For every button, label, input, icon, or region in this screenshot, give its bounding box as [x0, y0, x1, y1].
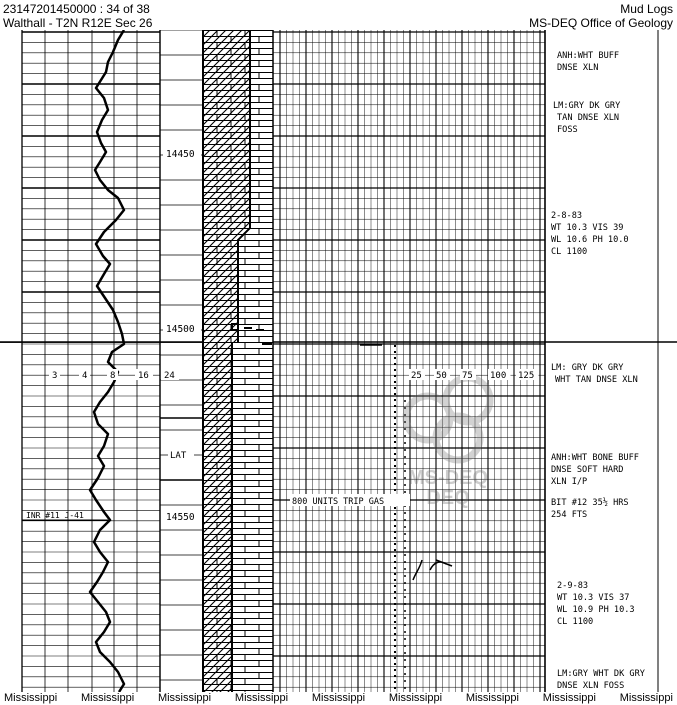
description-anh1: [557, 51, 619, 73]
description-anh2: [551, 453, 639, 487]
description-line: WT 10.3 VIS 37: [557, 593, 630, 603]
watermark-text: MS-DEQ: [408, 467, 488, 489]
rop-scale-label: 16: [138, 371, 149, 381]
description-line: WL 10.9 PH 10.3: [557, 605, 635, 615]
description-line: LM:GRY WHT DK GRY: [557, 669, 645, 679]
depth-labels: [163, 147, 201, 523]
description-bit: [551, 497, 629, 520]
description-line: FOSS: [557, 125, 578, 135]
footer-state-label: Mississippi: [619, 692, 673, 704]
gas-scale-label: 125: [518, 371, 535, 381]
footer: [0, 692, 677, 705]
gas-scale-label: 75: [462, 371, 473, 381]
description-line: WT 10.3 VIS 39: [551, 223, 624, 233]
description-line: DNSE XLN FOSS: [557, 681, 625, 691]
description-line: DNSE XLN: [557, 63, 599, 73]
description-line: 2-8-83: [551, 211, 583, 221]
description-line: ANH:WHT BONE BUFF: [551, 453, 639, 463]
description-mud1: [551, 211, 629, 257]
depth-label: 14550: [166, 512, 195, 523]
description-lm1: [553, 101, 621, 135]
footer-state-label: Mississippi: [80, 692, 135, 704]
watermark-text: DEQ: [426, 487, 470, 509]
well-location: Walthall - T2N R12E Sec 26: [3, 16, 153, 30]
margin-labels: [22, 445, 194, 520]
rop-scale-label: 24: [164, 371, 175, 381]
lithology-descriptions: [551, 51, 646, 691]
description-line: BIT #12 35½ HRS: [551, 498, 629, 508]
agency-name: MS-DEQ Office of Geology: [529, 16, 673, 30]
mud-log-image: [0, 30, 677, 692]
document-type: Mud Logs: [620, 2, 673, 16]
depth-label: 14450: [166, 149, 195, 160]
footer-state-label: Mississippi: [311, 692, 366, 704]
description-line: ANH:WHT BUFF: [557, 51, 620, 61]
rop-scale-label: 4: [82, 371, 88, 381]
footer-state-label: Mississippi: [234, 692, 289, 704]
description-line: WHT TAN DNSE XLN: [555, 375, 638, 385]
gas-scale-label: 50: [436, 371, 447, 381]
description-line: LM: GRY DK GRY: [551, 363, 624, 373]
footer-state-label: Mississippi: [4, 692, 58, 704]
description-line: CL 1100: [557, 617, 594, 627]
description-line: DNSE SOFT HARD: [551, 465, 624, 475]
record-number: 23147201450000 : 34 of 38: [3, 2, 150, 16]
connection-label: INR #11 J-41: [26, 511, 84, 520]
gas-scale-label: 100: [490, 371, 507, 381]
description-line: XLN I/P: [551, 477, 588, 487]
gas-scale-label: 25: [411, 371, 422, 381]
description-mud2: [557, 581, 635, 627]
lithology-track: [203, 30, 273, 692]
description-line: CL 1100: [551, 247, 588, 257]
rop-scale-label: 3: [52, 371, 58, 381]
description-line: 254 FTS: [551, 510, 588, 520]
depth-label: 14500: [166, 324, 195, 335]
description-line: 2-9-83: [557, 581, 589, 591]
description-line: WL 10.6 PH 10.0: [551, 235, 629, 245]
footer-state-label: Mississippi: [465, 692, 519, 704]
description-lm3: [557, 669, 646, 691]
footer-state-label: Mississippi: [157, 692, 212, 704]
gas-note: [290, 494, 410, 507]
lat-label: LAT: [170, 451, 187, 461]
description-lm2: [551, 363, 638, 385]
description-line: TAN DNSE XLN: [557, 113, 620, 123]
footer-state-label: Mississippi: [542, 692, 596, 704]
rop-scale-label: 8: [110, 371, 116, 381]
description-line: LM:GRY DK GRY: [553, 101, 621, 111]
trip-gas-note: 800 UNITS TRIP GAS: [292, 497, 385, 507]
footer-state-label: Mississippi: [388, 692, 443, 704]
rate-of-penetration-curve: [90, 30, 124, 692]
